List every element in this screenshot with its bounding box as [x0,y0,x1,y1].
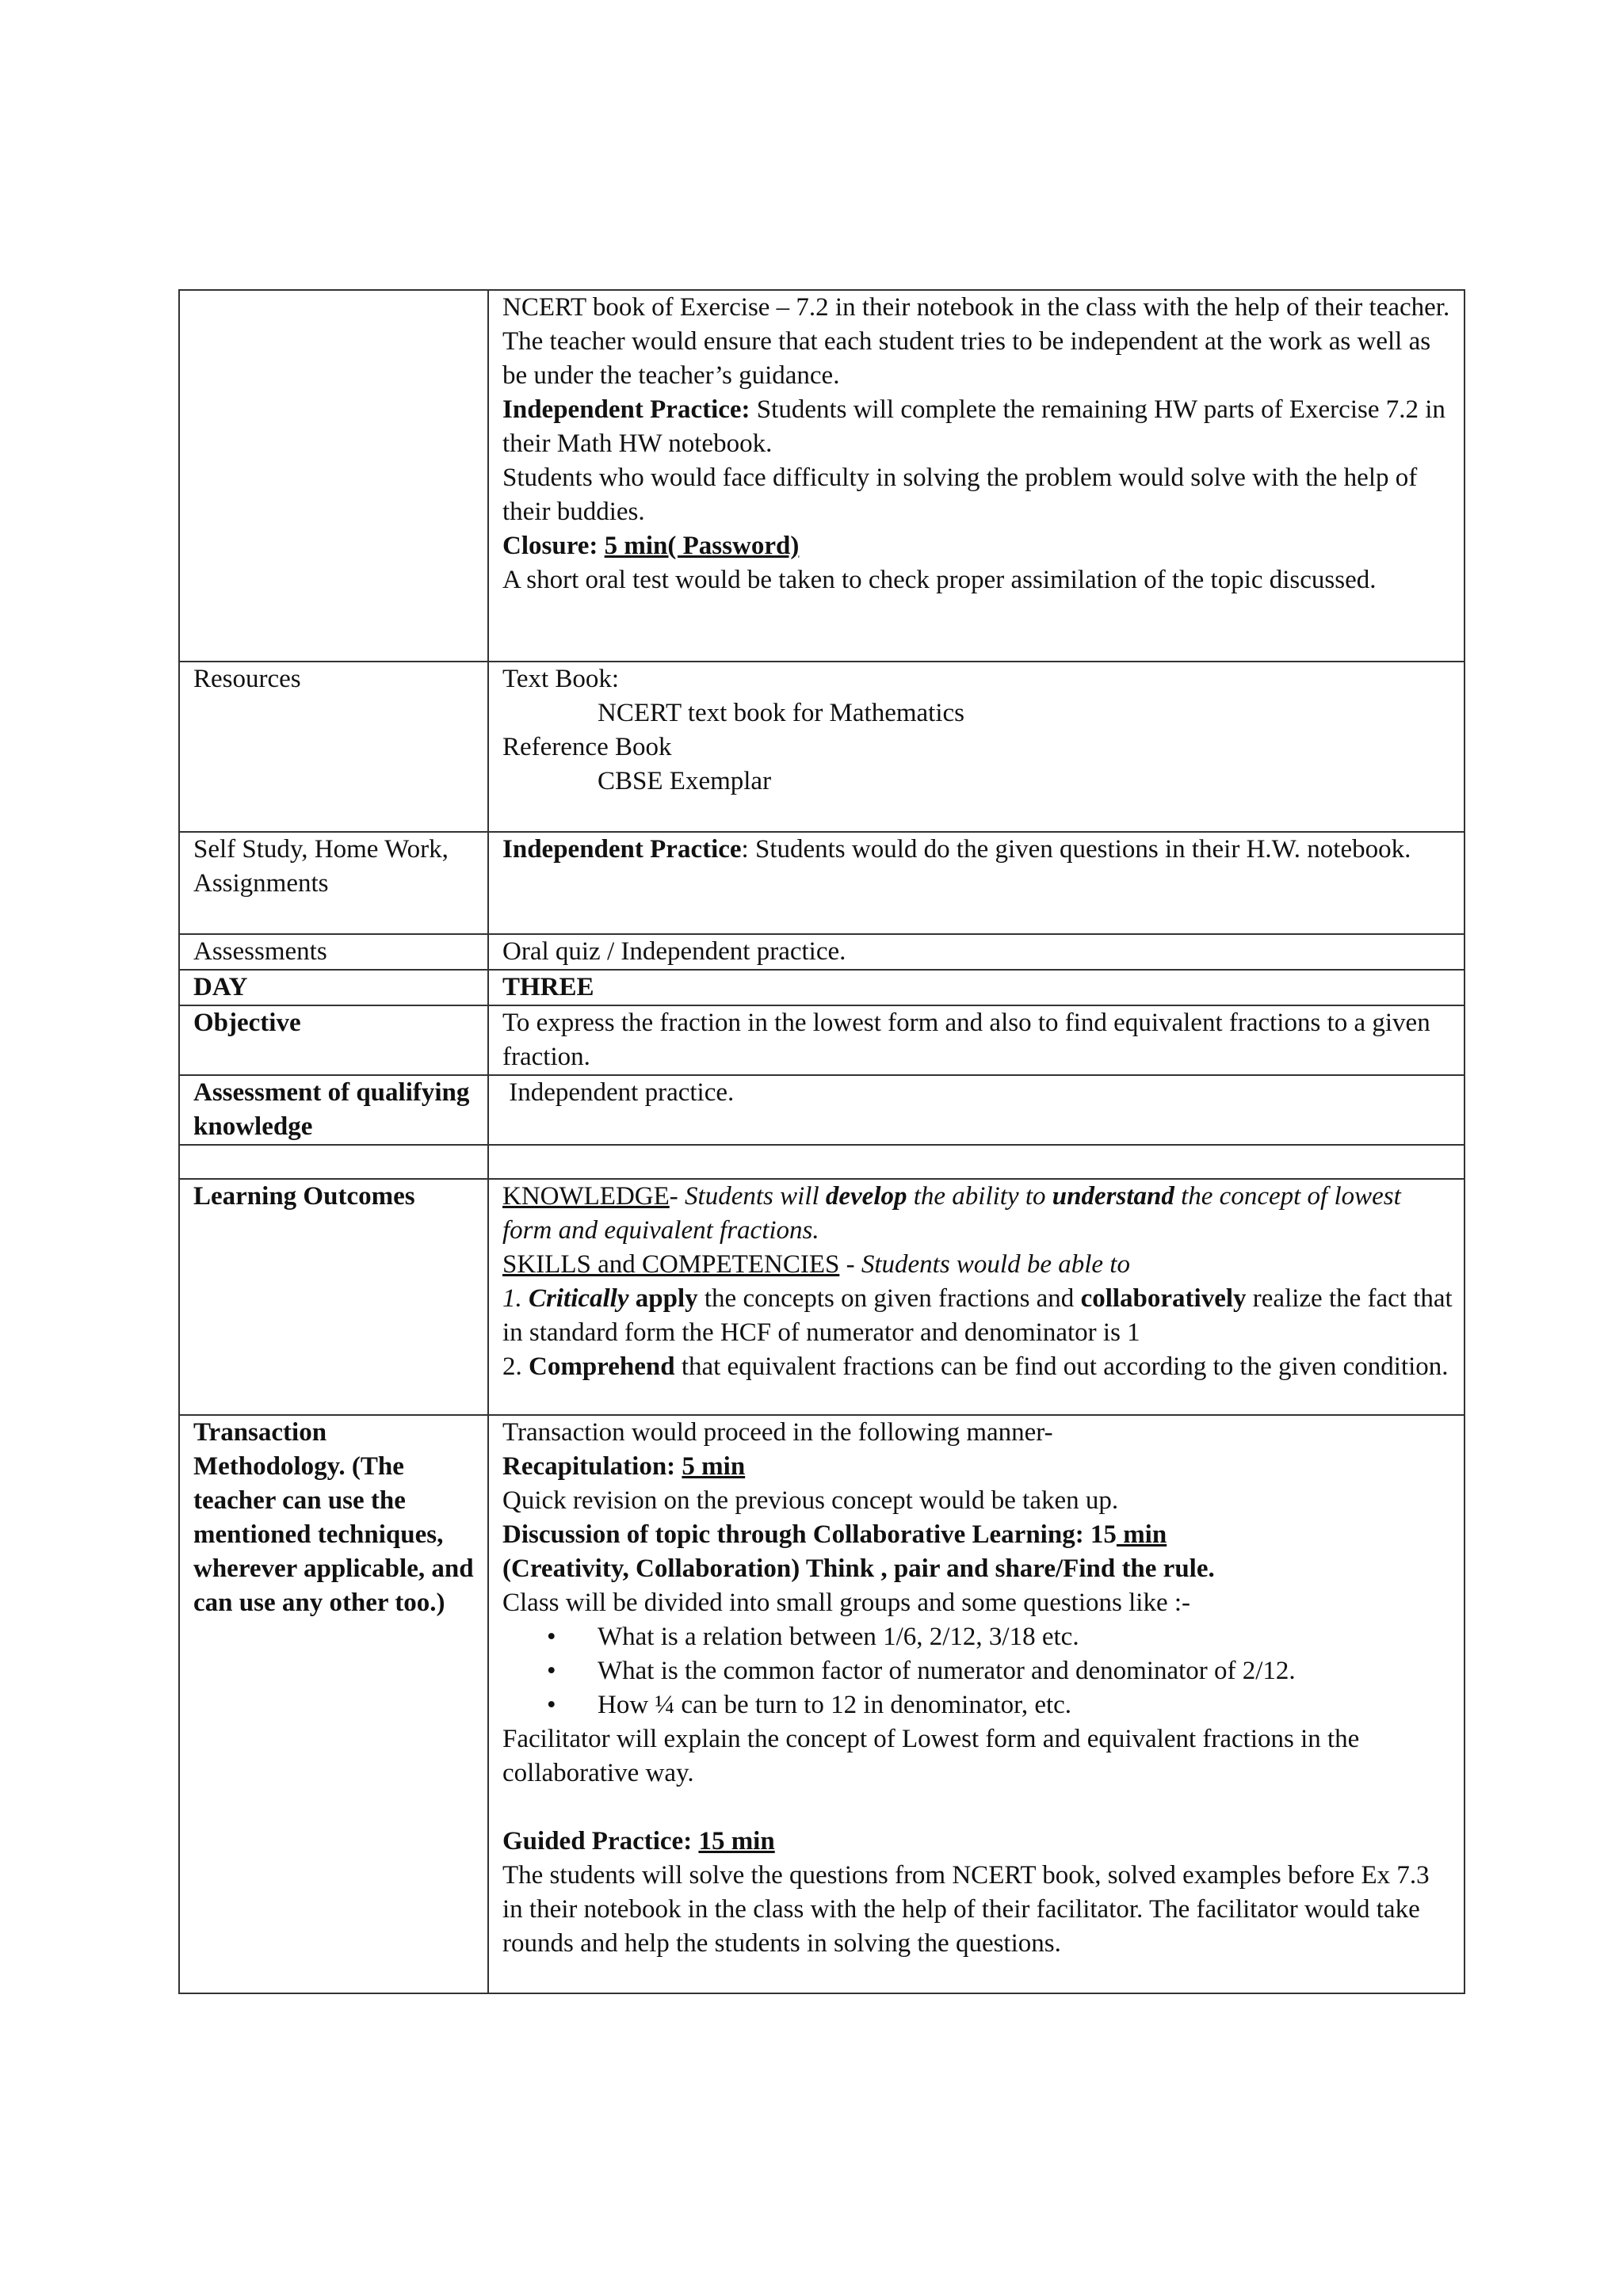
point-number: 2. [502,1352,529,1381]
self-study-content [488,832,1465,934]
transaction-content [488,1415,1465,1993]
closure-time: 5 min( Password) [604,532,800,560]
text-book-label: Text Book: [502,665,620,693]
independent-practice-label: Independent Practice: [502,395,750,424]
independent-practice-line [502,393,1453,461]
closure-label: Closure: [502,532,605,560]
knowledge-text: the concept of lowest form and equivalent fractions. [502,1182,1401,1245]
day-value: THREE [488,970,1465,1005]
qualifying-knowledge-value: Independent practice. [488,1075,1465,1145]
knowledge-dash: - [669,1182,685,1211]
list-item [502,1620,1453,1654]
empty-cell [488,1145,1465,1179]
transaction-intro: Transaction would proceed in the following manner- [502,1418,1053,1447]
transaction-methodology-label: Transaction Methodology. (The teacher can use the mentioned techniques, wherever applicable, and can use any other too.) [179,1415,488,1993]
guided-practice-label: Guided Practice: [502,1827,699,1855]
list-item-text: What is the common factor of numerator and denominator of 2/12. [598,1657,1296,1685]
outcome-point-2 [502,1350,1453,1384]
learning-outcomes-content [488,1179,1465,1415]
groups-text: Class will be divided into small groups and some questions like :- [502,1589,1191,1617]
learning-outcomes-label: Learning Outcomes [179,1179,488,1415]
guided-practice-line [502,1825,1453,1859]
knowledge-line [502,1180,1453,1248]
qualifying-knowledge-label: Assessment of qualifying knowledge [179,1075,488,1145]
guided-practice-continued [488,290,1465,662]
discussion-subtitle: (Creativity, Collaboration) Think , pair and share/Find the rule. [502,1554,1215,1583]
closure-text: A short oral test would be taken to check proper assimilation of the topic discussed. [502,566,1377,594]
independent-practice-text: Students will complete the remaining HW parts of Exercise 7.2 in their Math HW notebook. [502,395,1445,458]
point-text: realize the fact that in standard form the HCF of numerator and denominator is 1 [502,1284,1453,1347]
knowledge-text: the ability to [907,1182,1052,1211]
table-row [179,934,1465,970]
table-row [179,662,1465,832]
table-row [179,290,1465,662]
point-critically: Critically [529,1284,629,1313]
point-text: the concepts on given fractions and [697,1284,1081,1313]
point-apply: apply [635,1284,698,1313]
self-study-text: : Students would do the given questions in their H.W. notebook. [741,835,1411,864]
bullet-icon: • [547,1691,556,1719]
closure-line [502,529,1453,563]
table-row [179,1145,1465,1179]
lesson-plan-table [178,289,1465,1994]
table-row [179,1179,1465,1415]
resources-content [488,662,1465,832]
recapitulation-label: Recapitulation: [502,1452,682,1481]
resources-label: Resources [179,662,488,832]
recapitulation-time: 5 min [682,1452,746,1481]
reference-book-value: CBSE Exemplar [598,767,772,795]
recapitulation-text: Quick revision on the previous concept would be taken up. [502,1486,1119,1515]
list-item [502,1654,1453,1688]
list-item [502,1688,1453,1722]
table-row [179,1415,1465,1993]
outcome-point-1 [502,1282,1453,1350]
recapitulation-line [502,1450,1453,1484]
table-row [179,1005,1465,1075]
day-label: DAY [179,970,488,1005]
difficulty-text: Students who would face difficulty in solving the problem would solve with the help of their buddies. [502,463,1418,526]
table-row [179,970,1465,1005]
discussion-line [502,1518,1453,1552]
guided-practice-text: The students will solve the questions from NCERT book, solved examples before Ex 7.3 in their notebook in the class with the help of their facilitator. The facilitator would take rounds and help the students in solving the questions. [502,1861,1430,1958]
table-row [179,1075,1465,1145]
skills-label: SKILLS and COMPETENCIES [502,1250,840,1279]
point-comprehend: Comprehend [529,1352,675,1381]
discussion-time: min [1116,1520,1167,1549]
assessments-label: Assessments [179,934,488,970]
point-space [629,1284,636,1313]
facilitator-text: Facilitator will explain the concept of Lowest form and equivalent fractions in the collaborative way. [502,1725,1360,1787]
point-number: 1. [502,1284,529,1313]
list-item-text: How ¼ can be turn to 12 in denominator, etc. [598,1691,1072,1719]
empty-cell [179,1145,488,1179]
assessments-value: Oral quiz / Independent practice. [488,934,1465,970]
point-collaboratively: collaboratively [1080,1284,1247,1313]
spacer [502,1791,1453,1825]
exercise-text: NCERT book of Exercise – 7.2 in their notebook in the class with the help of their teacher. The teacher would ensure that each student tries to be independent at the work as well as be under the teacher’s guidance. [502,293,1450,390]
self-study-ip-label: Independent Practice [502,835,742,864]
knowledge-understand: understand [1052,1182,1174,1211]
text-book-value: NCERT text book for Mathematics [598,699,964,727]
self-study-label: Self Study, Home Work, Assignments [179,832,488,934]
guided-practice-time: 15 min [698,1827,775,1855]
row-label-empty [179,290,488,662]
list-item-text: What is a relation between 1/6, 2/12, 3/18 etc. [598,1623,1079,1651]
objective-value: To express the fraction in the lowest form and also to find equivalent fractions to a given fraction. [488,1005,1465,1075]
reference-book-label: Reference Book [502,733,672,761]
knowledge-develop: develop [825,1182,907,1211]
bullet-icon: • [547,1623,556,1651]
skills-text: Students would be able to [861,1250,1130,1279]
skills-dash: - [839,1250,861,1279]
point-text: that equivalent fractions can be find out according to the given condition. [674,1352,1449,1381]
objective-label: Objective [179,1005,488,1075]
table-row [179,832,1465,934]
skills-line [502,1248,1453,1282]
knowledge-label: KNOWLEDGE [502,1182,670,1211]
discussion-label: Discussion of topic through Collaborative Learning: 15 [502,1520,1117,1549]
bullet-icon: • [547,1657,556,1685]
knowledge-text: Students will [685,1182,826,1211]
